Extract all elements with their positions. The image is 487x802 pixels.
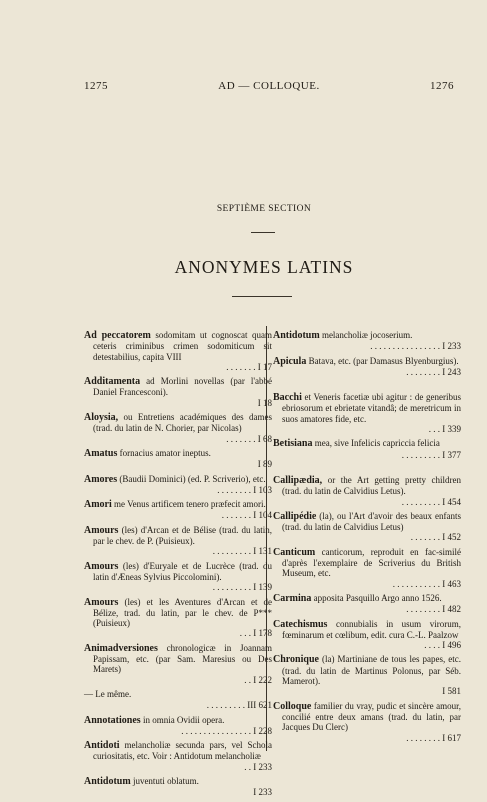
entry-headword: Aloysia,: [84, 412, 119, 424]
entry-text: (les) d'Arcan et de Bélise (trad. du latin, par le chev. de P. (Puisieux).: [93, 524, 272, 547]
index-entry: [84, 376, 272, 408]
entry-text: or the Art getting pretty children (trad. du latin de Calvidius Letus).: [282, 474, 461, 497]
entry-headword: Additamenta: [84, 376, 141, 388]
entry-headword: Amours: [84, 596, 119, 608]
index-entry: [84, 776, 272, 798]
running-header: [84, 80, 454, 96]
entry-headword: Amours: [84, 560, 119, 572]
index-entry: [273, 654, 461, 696]
left-column: [84, 330, 272, 802]
left-page-number: 1275: [84, 80, 108, 92]
entry-headword: Carmina: [273, 592, 312, 604]
entry-text: (les) d'Euryale et de Lucrèce (trad. du latin d'Æneas Sylvius Piccolomini).: [93, 560, 272, 582]
entry-text: canticorum, reproduit en fac-similé d'après l'exemplaire de Scriverius du British Museum, etc.: [282, 546, 461, 579]
entry-reference: . . . . . . . I 68: [226, 433, 272, 444]
entry-headword: Colloque: [273, 700, 312, 712]
entry-reference: . . . . . . . . . III 621: [206, 700, 272, 711]
entry-text: chronologicæ in Joannam Papissam, etc. (par Sam. Maresius ou Des Marets): [93, 642, 272, 675]
entry-headword: Ad peccatorem: [84, 330, 151, 341]
entry-text: ad Morlini novellas (par l'abbé Daniel Francesconi).: [93, 376, 272, 398]
index-entry: [273, 475, 461, 507]
entry-text: mea, sive Infelicis capriccia felicia: [312, 438, 440, 449]
entry-headword: Apicula: [273, 355, 307, 367]
entry-text: sodomitam ut cognoscat quam ceteris criminibus crimen sodomiticum sit detestabilius, capita VIII: [93, 330, 272, 362]
entry-reference: . . . . . . . . I 103: [217, 484, 272, 495]
index-entry: [273, 619, 461, 651]
entry-text: ou Entretiens académiques des dames (trad. du latin de N. Chorier, par Nicolas): [93, 412, 272, 434]
entry-headword: Annotationes: [84, 714, 141, 726]
index-entry: [84, 740, 272, 772]
right-column: [273, 330, 461, 747]
entry-reference: . . . . . . . I 17: [226, 361, 272, 372]
entry-text: apposita Pasquillo Argo anno 1526.: [311, 592, 442, 603]
entry-reference: . . . . . . . . I 243: [406, 366, 461, 377]
index-entry: [84, 474, 272, 496]
entry-text: familier du vray, pudic et sincère amour, concilié entre deux amans (trad. du latin, par Jacques Du Clerc): [282, 700, 461, 733]
entry-reference: I 233: [253, 787, 272, 798]
entry-reference: I 89: [257, 459, 272, 470]
entry-reference: . . . . . . . I 452: [410, 532, 461, 543]
index-entry: [273, 511, 461, 543]
index-entry: [273, 356, 461, 378]
right-page-number: 1276: [430, 80, 454, 92]
index-entry: [273, 330, 461, 352]
entry-headword: Amori: [84, 499, 112, 511]
entry-text: melancholiæ secunda pars, vel Schola curiositatis, etc. Voir : Antidotum melancholiæ: [93, 740, 272, 762]
running-title: AD — COLLOQUE.: [218, 80, 320, 92]
entry-text: (Baudii Dominici) (ed. P. Scriverio), etc.: [117, 473, 266, 484]
entry-reference: . . . . . . . . I 617: [406, 732, 461, 743]
entry-headword: Callipédie: [273, 510, 317, 522]
entry-headword: Amores: [84, 473, 118, 485]
entry-headword: Canticum: [273, 546, 316, 558]
entry-text: (la) Martiniane de tous les papes, etc. (trad. du latin de Martinus Polonus, par Séb. Mamerot).: [282, 654, 461, 687]
entry-reference: . . . . . . . . . . . . . . . . I 233: [370, 341, 461, 352]
long-rule: [232, 296, 292, 297]
index-entry: [84, 448, 272, 470]
entry-text: (les) et les Aventures d'Arcan et de Bélize, trad. du latin, par le chev. de P*** (Puisieux): [93, 596, 272, 629]
index-entry: [273, 438, 461, 460]
index-entry: [84, 412, 272, 444]
entry-text: Batava, etc. (par Damasus Blyenburgius).: [306, 355, 459, 366]
entry-headword: Animadversiones: [84, 642, 158, 654]
entry-reference: . . . . . . . I 104: [221, 510, 272, 521]
entry-text: connubialis in usum virorum, fœminarum et cœlibum, edit. cura C.-L. Paalzow: [282, 618, 461, 640]
entry-headword: Catechismus: [273, 618, 328, 630]
entry-reference: I 581: [442, 686, 461, 697]
index-entry: [273, 701, 461, 743]
index-entry: [84, 643, 272, 685]
index-entry: [273, 392, 461, 434]
entry-text: me Venus artificem tenero præfecit amori.: [111, 499, 266, 510]
entry-headword: Amours: [84, 524, 119, 536]
section-label: SEPTIÈME SECTION: [216, 204, 312, 214]
index-entry: [84, 330, 272, 372]
entry-reference: . . . . . . . . . . . I 463: [392, 578, 461, 589]
entry-reference: . . . . I 496: [424, 640, 461, 651]
entry-reference: . . . I 339: [428, 424, 461, 435]
index-entry: [84, 525, 272, 557]
entry-headword: Antidotum: [84, 775, 131, 787]
entry-text: melancholiæ jocoserium.: [319, 330, 413, 340]
index-entry: [273, 593, 461, 615]
entry-text: et Veneris facetiæ ubi agitur : de generibus ebriosorum et ebrietate vitandâ; de meretricum in suos amatores fide, etc.: [282, 392, 461, 424]
entry-headword: Bacchi: [273, 392, 302, 404]
entry-reference: . . . . . . . . . I 131: [212, 546, 272, 557]
entry-headword: Antidotum: [273, 330, 320, 341]
index-entry: [84, 499, 272, 521]
index-entry: [84, 689, 272, 711]
entry-reference: . . . . . . . . . I 454: [401, 496, 461, 507]
entry-headword: Betisiana: [273, 438, 313, 450]
entry-headword: Chronique: [273, 654, 319, 666]
short-rule: [251, 232, 275, 233]
entry-reference: . . I 233: [244, 761, 272, 772]
entry-reference: . . . I 178: [239, 628, 272, 639]
entry-text: fornacius amator ineptus.: [117, 447, 211, 458]
index-entry: [84, 597, 272, 639]
entry-text: in omnia Ovidii opera.: [140, 714, 225, 725]
entry-text: — Le même.: [84, 688, 132, 699]
index-entry: [84, 715, 272, 737]
entry-headword: Amatus: [84, 447, 118, 459]
entry-headword: Antidoti: [84, 740, 120, 752]
entry-reference: . . . . . . . . . I 139: [212, 582, 272, 593]
entry-reference: . . . . . . . . . . . . . . . . I 228: [181, 725, 272, 736]
entry-reference: I 18: [257, 397, 272, 408]
index-entry: [84, 561, 272, 593]
entry-reference: . . I 222: [244, 674, 272, 685]
entry-reference: . . . . . . . . . I 377: [401, 449, 461, 460]
entry-text: (la), ou l'Art d'avoir des beaux enfants (trad. du latin de Calvidius Letus): [282, 510, 461, 533]
index-entry: [273, 547, 461, 589]
section-title: ANONYMES LATINS: [174, 257, 354, 277]
entry-text: juventuti oblatum.: [130, 775, 199, 786]
entry-reference: . . . . . . . . I 482: [406, 604, 461, 615]
entry-headword: Callipædia,: [273, 474, 323, 486]
